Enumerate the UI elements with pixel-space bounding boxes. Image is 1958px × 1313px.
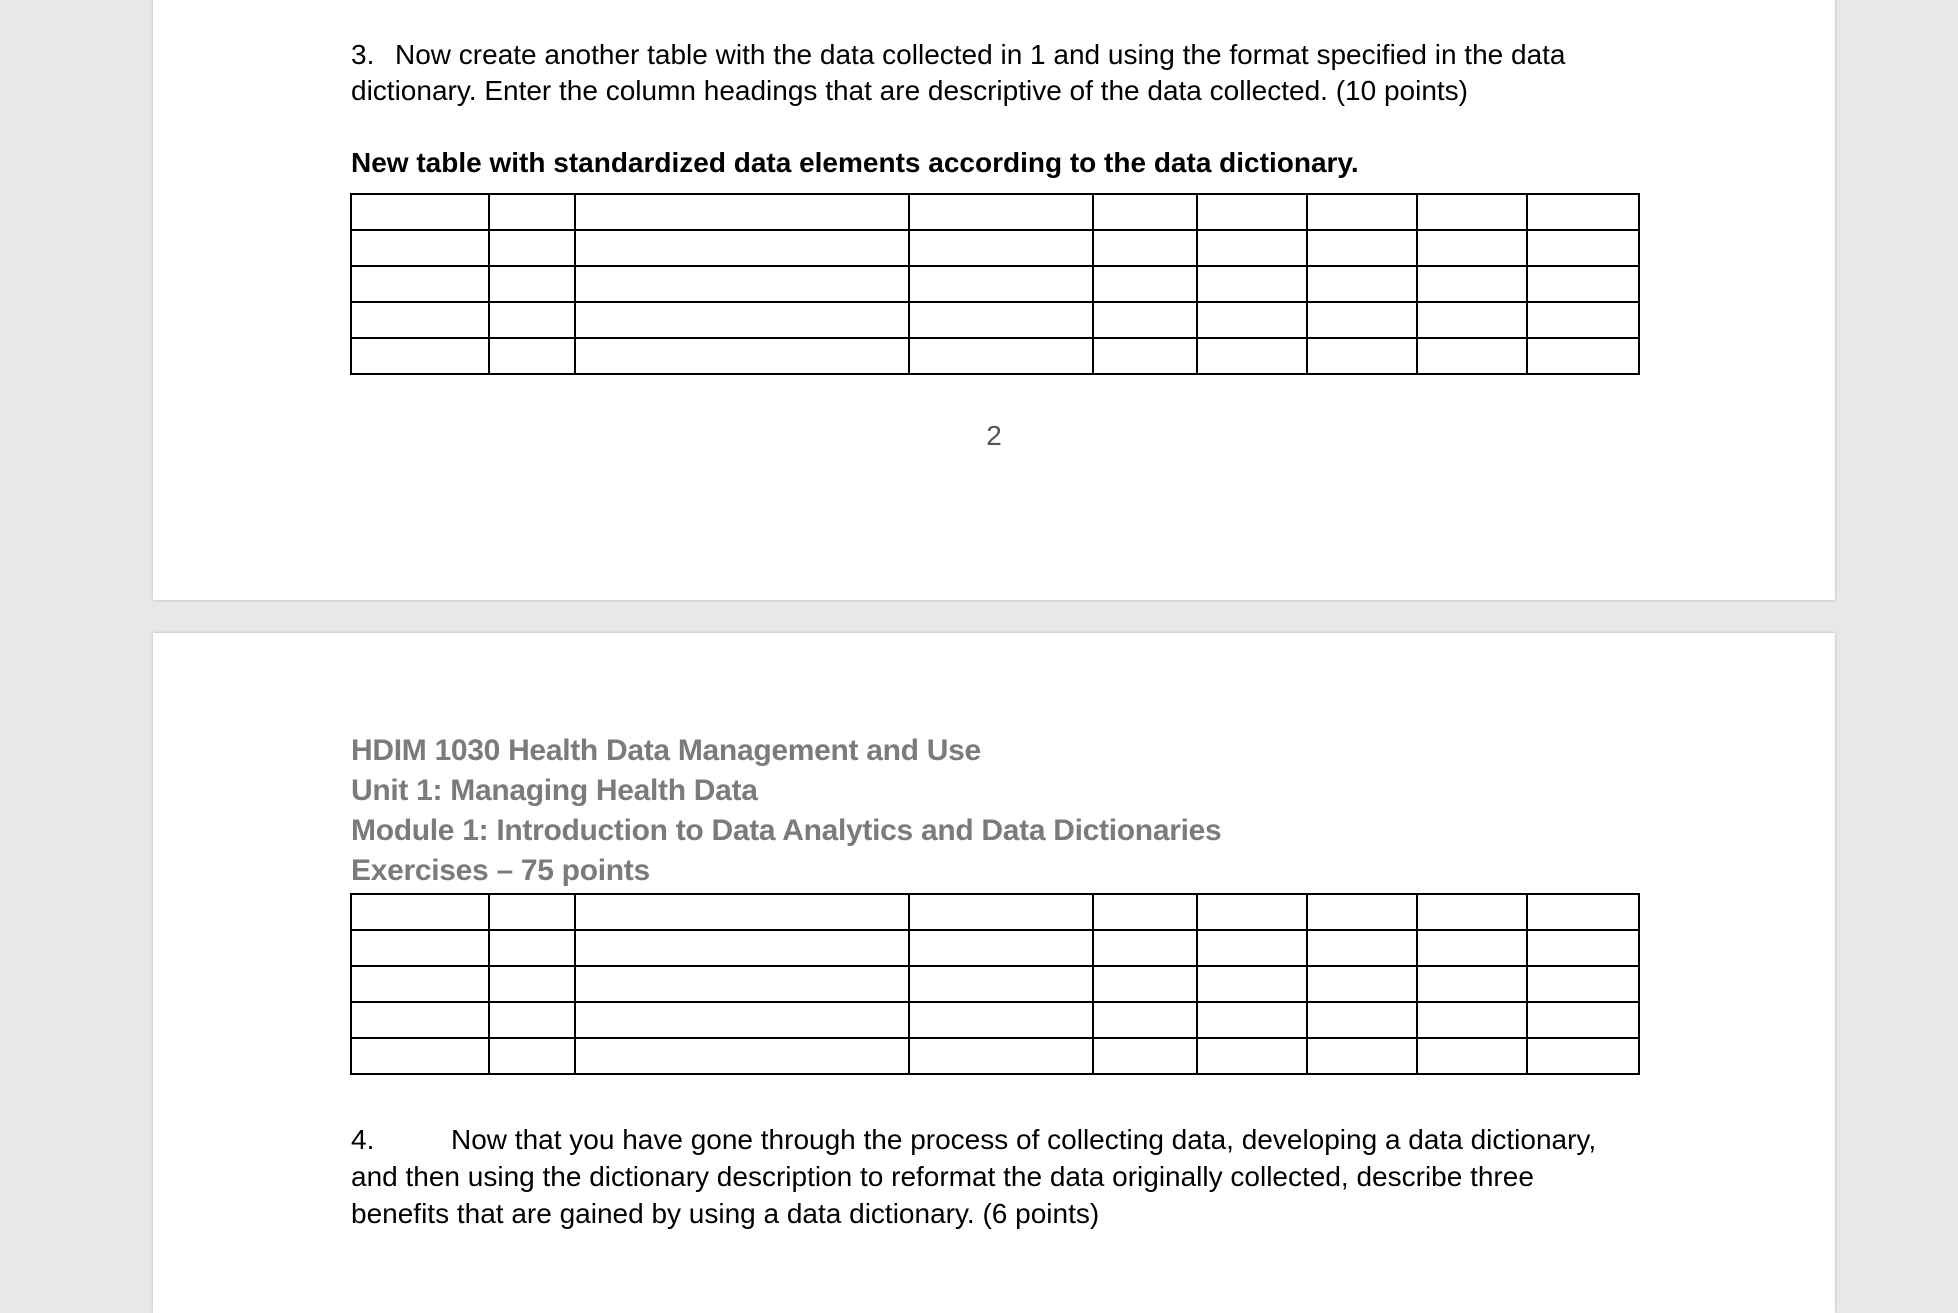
table-cell[interactable] <box>575 966 909 1002</box>
table-row <box>351 230 1639 266</box>
table-cell[interactable] <box>909 930 1093 966</box>
table-cell[interactable] <box>1093 302 1197 338</box>
question-3-text-line-1: Now create another table with the data collected in 1 and using the format specified in the data <box>395 39 1566 70</box>
table-cell[interactable] <box>1417 966 1527 1002</box>
question-3-text-line-2: dictionary. Enter the column headings that are descriptive of the data collected. (10 points) <box>351 75 1469 106</box>
question-3 <box>351 37 1631 109</box>
table-cell[interactable] <box>575 1038 909 1074</box>
table-cell[interactable] <box>1307 266 1417 302</box>
table-cell[interactable] <box>489 266 575 302</box>
table-cell[interactable] <box>1417 894 1527 930</box>
table-cell[interactable] <box>575 338 909 374</box>
table-cell[interactable] <box>575 1002 909 1038</box>
table-cell[interactable] <box>909 230 1093 266</box>
header-exercises-title: Exercises – 75 points <box>351 854 650 887</box>
table-row <box>351 966 1639 1002</box>
document-page-2 <box>153 0 1835 600</box>
table-cell[interactable] <box>351 302 489 338</box>
table-cell[interactable] <box>575 266 909 302</box>
table-cell[interactable] <box>1307 894 1417 930</box>
table-cell[interactable] <box>1527 266 1639 302</box>
question-4-number: 4. <box>351 1124 375 1155</box>
table-cell[interactable] <box>1093 338 1197 374</box>
table-cell[interactable] <box>909 266 1093 302</box>
table-row <box>351 302 1639 338</box>
table-cell[interactable] <box>1307 230 1417 266</box>
table-cell[interactable] <box>1197 338 1307 374</box>
table-cell[interactable] <box>1197 194 1307 230</box>
table-row <box>351 266 1639 302</box>
table-cell[interactable] <box>1417 1038 1527 1074</box>
question-3-number: 3. <box>351 39 375 70</box>
header-module-title: Module 1: Introduction to Data Analytics and Data Dictionaries <box>351 814 1222 847</box>
table-cell[interactable] <box>909 894 1093 930</box>
table-cell[interactable] <box>1197 894 1307 930</box>
table-cell[interactable] <box>351 194 489 230</box>
question-4-line-1 <box>351 1121 1651 1158</box>
table-cell[interactable] <box>1417 230 1527 266</box>
table-cell[interactable] <box>1527 338 1639 374</box>
table-cell[interactable] <box>1197 1038 1307 1074</box>
standardized-data-table <box>350 193 1640 375</box>
table-caption: New table with standardized data elements according to the data dictionary. <box>351 147 1359 178</box>
table-cell[interactable] <box>1527 894 1639 930</box>
table-cell[interactable] <box>489 302 575 338</box>
table-cell[interactable] <box>909 966 1093 1002</box>
table-cell[interactable] <box>351 894 489 930</box>
table-cell[interactable] <box>909 302 1093 338</box>
table-cell[interactable] <box>1093 266 1197 302</box>
table-cell[interactable] <box>1307 930 1417 966</box>
table-cell[interactable] <box>1093 1038 1197 1074</box>
continued-data-table <box>350 893 1640 1075</box>
table-cell[interactable] <box>575 194 909 230</box>
table-cell[interactable] <box>1197 966 1307 1002</box>
table-cell[interactable] <box>1307 966 1417 1002</box>
page-number: 2 <box>986 420 1002 451</box>
header-course-title: HDIM 1030 Health Data Management and Use <box>351 734 981 767</box>
table-cell[interactable] <box>1527 1038 1639 1074</box>
table-cell[interactable] <box>1093 930 1197 966</box>
table-cell[interactable] <box>1417 194 1527 230</box>
table-cell[interactable] <box>351 930 489 966</box>
question-3-line-1 <box>351 37 1631 73</box>
table-cell[interactable] <box>489 966 575 1002</box>
table-cell[interactable] <box>909 1002 1093 1038</box>
header-unit-title: Unit 1: Managing Health Data <box>351 774 758 807</box>
table-cell[interactable] <box>1417 302 1527 338</box>
table-cell[interactable] <box>1527 302 1639 338</box>
table-cell[interactable] <box>351 1002 489 1038</box>
table-cell[interactable] <box>575 894 909 930</box>
table-cell[interactable] <box>1417 338 1527 374</box>
table-cell[interactable] <box>1527 966 1639 1002</box>
table-cell[interactable] <box>1197 1002 1307 1038</box>
table-cell[interactable] <box>1307 194 1417 230</box>
table-cell[interactable] <box>351 1038 489 1074</box>
question-4-text-line-3: benefits that are gained by using a data dictionary. (6 points) <box>351 1198 1100 1229</box>
table-row <box>351 1038 1639 1074</box>
table-cell[interactable] <box>575 930 909 966</box>
table-cell[interactable] <box>1197 230 1307 266</box>
table-cell[interactable] <box>1307 1002 1417 1038</box>
table-cell[interactable] <box>1307 1038 1417 1074</box>
table-cell[interactable] <box>909 194 1093 230</box>
table-row <box>351 894 1639 930</box>
table-cell[interactable] <box>1093 230 1197 266</box>
table-cell[interactable] <box>1527 230 1639 266</box>
table-cell[interactable] <box>1417 266 1527 302</box>
table-cell[interactable] <box>1197 302 1307 338</box>
table-cell[interactable] <box>1417 1002 1527 1038</box>
table-row <box>351 194 1639 230</box>
table-cell[interactable] <box>489 930 575 966</box>
table-cell[interactable] <box>1093 194 1197 230</box>
table-cell[interactable] <box>1197 930 1307 966</box>
table-row <box>351 338 1639 374</box>
table-cell[interactable] <box>1093 966 1197 1002</box>
table-cell[interactable] <box>1307 302 1417 338</box>
table-row <box>351 930 1639 966</box>
table-cell[interactable] <box>489 230 575 266</box>
table-cell[interactable] <box>1093 1002 1197 1038</box>
table-cell[interactable] <box>909 1038 1093 1074</box>
table-cell[interactable] <box>489 1038 575 1074</box>
table-cell[interactable] <box>351 966 489 1002</box>
table-cell[interactable] <box>489 194 575 230</box>
question-4 <box>351 1121 1651 1232</box>
table-cell[interactable] <box>575 302 909 338</box>
table-cell[interactable] <box>351 230 489 266</box>
table-cell[interactable] <box>489 1002 575 1038</box>
table-cell[interactable] <box>489 894 575 930</box>
table-cell[interactable] <box>351 338 489 374</box>
table-cell[interactable] <box>1527 930 1639 966</box>
document-page-3 <box>153 633 1835 1313</box>
table-cell[interactable] <box>489 338 575 374</box>
table-row <box>351 1002 1639 1038</box>
question-4-text-line-2: and then using the dictionary description to reformat the data originally collected, describe three <box>351 1161 1534 1192</box>
table-cell[interactable] <box>909 338 1093 374</box>
table-cell[interactable] <box>1093 894 1197 930</box>
table-cell[interactable] <box>1527 194 1639 230</box>
table-cell[interactable] <box>1417 930 1527 966</box>
table-cell[interactable] <box>351 266 489 302</box>
question-4-text-line-1: Now that you have gone through the process of collecting data, developing a data dictionary, <box>451 1124 1597 1155</box>
page-header <box>351 731 1221 891</box>
table-cell[interactable] <box>1307 338 1417 374</box>
table-cell[interactable] <box>1197 266 1307 302</box>
table-cell[interactable] <box>1527 1002 1639 1038</box>
table-cell[interactable] <box>575 230 909 266</box>
